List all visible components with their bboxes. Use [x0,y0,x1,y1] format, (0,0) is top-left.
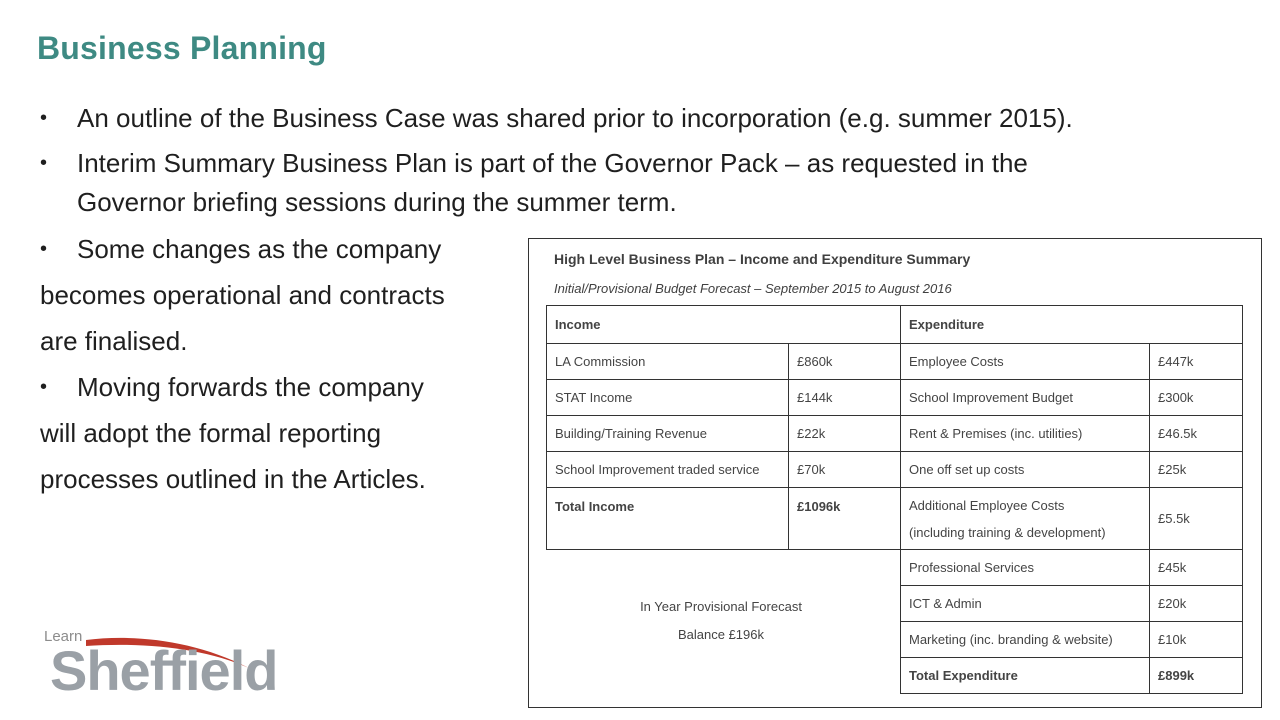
bullet-glyph: • [40,238,48,260]
expenditure-label: Professional Services [900,549,1150,586]
income-value: £22k [788,415,901,452]
total-income-label: Total Income [546,487,789,550]
table-title: High Level Business Plan – Income and Expenditure Summary [554,251,971,267]
expenditure-label: Marketing (inc. branding & website) [900,621,1150,658]
bullet-item [40,99,1073,138]
bullet-glyph: • [40,107,48,129]
body-text-line: will adopt the formal reporting [40,418,382,448]
expenditure-label: Rent & Premises (inc. utilities) [900,415,1150,452]
income-value: £70k [788,451,901,488]
bullet-item [40,230,441,269]
forecast-line: In Year Provisional Forecast [640,599,802,614]
expenditure-value: £20k [1149,585,1243,622]
expenditure-value: £46.5k [1149,415,1243,452]
bullet-text [77,144,1028,222]
expenditure-value: £5.5k [1149,487,1243,550]
body-text-line: processes outlined in the Articles. [40,464,426,494]
expenditure-label: School Improvement Budget [900,379,1150,416]
bullet-glyph: • [40,376,48,398]
total-expenditure-label: Total Expenditure [900,657,1150,694]
expenditure-value: £10k [1149,621,1243,658]
logo-sheffield-text: Sheffield [50,639,278,702]
bullet-item [40,144,1028,222]
forecast-note [546,593,896,649]
total-expenditure-value: £899k [1149,657,1243,694]
body-text-line: are finalised. [40,326,188,356]
total-income-value: £1096k [788,487,901,550]
table-subtitle: Initial/Provisional Budget Forecast – September 2015 to August 2016 [554,281,952,296]
income-header: Income [546,305,901,344]
bullet-glyph: • [40,152,48,174]
income-label: LA Commission [546,343,789,380]
income-value: £860k [788,343,901,380]
slide-title: Business Planning [37,30,327,66]
bullet-text: Moving forwards the company [77,372,424,402]
income-label: STAT Income [546,379,789,416]
body-text-line: becomes operational and contracts [40,280,445,310]
expenditure-label: Employee Costs [900,343,1150,380]
bullet-text-line: Governor briefing sessions during the summer term. [77,187,677,217]
income-value: £144k [788,379,901,416]
forecast-balance: Balance £196k [677,627,764,642]
expenditure-value: £300k [1149,379,1243,416]
bullet-item [40,368,424,407]
expenditure-value: £45k [1149,549,1243,586]
expenditure-label: ICT & Admin [900,585,1150,622]
budget-summary-panel [528,238,1262,708]
expenditure-header: Expenditure [900,305,1243,344]
expenditure-label-line: Additional Employee Costs [909,497,1065,513]
expenditure-label-line: (including training & development) [909,524,1106,540]
logo-learn-text: Learn [44,628,83,645]
expenditure-label [900,487,1150,550]
bullet-text: An outline of the Business Case was shared prior to incorporation (e.g. summer 2015). [77,103,1073,133]
bullet-text-line: Interim Summary Business Plan is part of the Governor Pack – as requested in the [77,148,1028,178]
expenditure-value: £25k [1149,451,1243,488]
income-label: School Improvement traded service [546,451,789,488]
learn-sheffield-logo [44,628,304,702]
expenditure-label: One off set up costs [900,451,1150,488]
expenditure-value: £447k [1149,343,1243,380]
income-label: Building/Training Revenue [546,415,789,452]
bullet-text: Some changes as the company [77,234,442,264]
